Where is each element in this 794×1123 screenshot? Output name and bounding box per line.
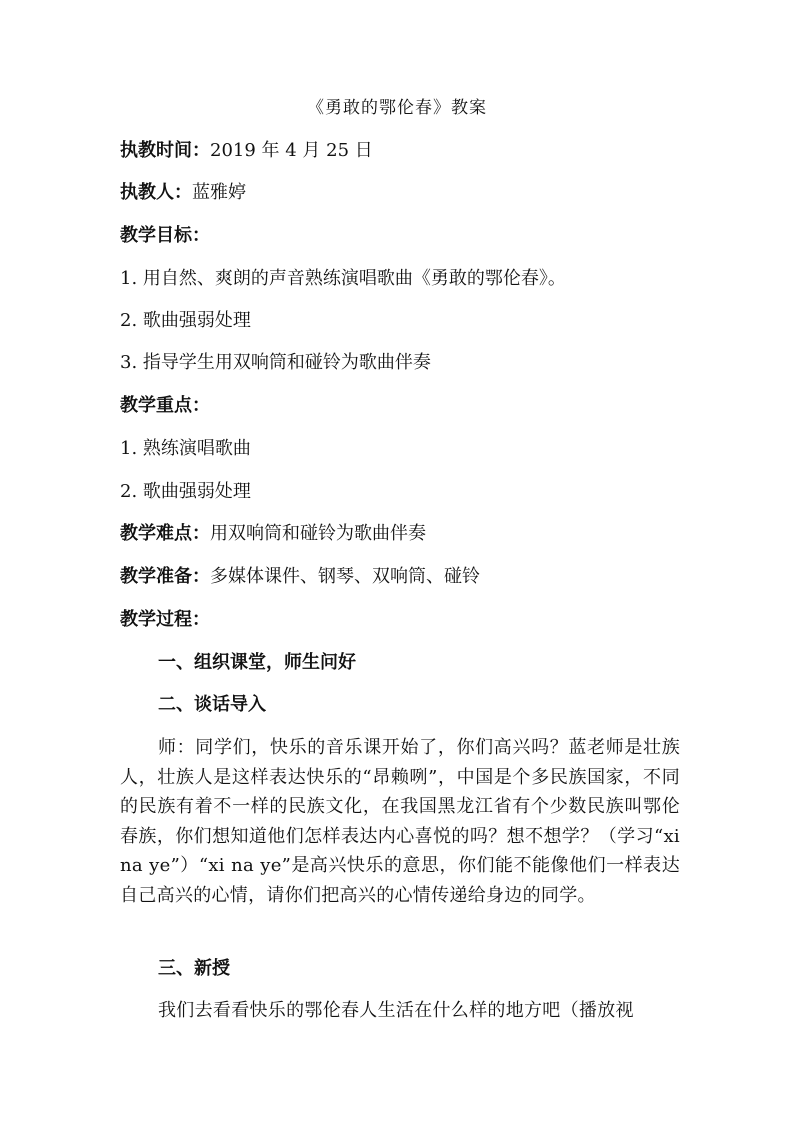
- goals-heading: 教学目标：: [120, 225, 210, 246]
- difficulty-line: [120, 522, 690, 546]
- difficulty-value: 用双响筒和碰铃为歌曲伴奏: [210, 523, 426, 544]
- teach-time-line: [120, 139, 690, 163]
- step-3-paragraph: 我们去看看快乐的鄂伦春人生活在什么样的地方吧（播放视: [158, 1000, 634, 1021]
- goal-item-3: 3. 指导学生用双响筒和碰铃为歌曲伴奏: [120, 352, 431, 373]
- document-title: 《勇敢的鄂伦春》教案: [307, 98, 487, 118]
- step-1-heading: 一、组织课堂，师生问好: [158, 652, 356, 673]
- step-3-heading: 三、新授: [158, 958, 230, 979]
- prep-value: 多媒体课件、钢琴、双响筒、碰铃: [210, 566, 480, 587]
- key-point-item-1: 1. 熟练演唱歌曲: [120, 438, 251, 459]
- step-2-paragraph: 师：同学们，快乐的音乐课开始了，你们高兴吗？蓝老师是壮族人，壮族人是这样表达快乐的“昂赖咧”，中国是个多民族国家，不同的民族有着不一样的民族文化，在我国黑龙江省有个少数民族叫鄂伦春族，你们想知道他们怎样表达内心喜悦的吗？想不想学？（学习“xi na ye”）“xi na ye”是高兴快乐的意思，你们能不能像他们一样表达自己高兴的心情，请你们把高兴的心情传递给身边的同学。: [120, 737, 680, 906]
- process-heading: 教学过程：: [120, 609, 210, 630]
- key-point-item-2: 2. 歌曲强弱处理: [120, 481, 251, 502]
- teacher-label: 执教人：: [120, 182, 192, 203]
- prep-label: 教学准备：: [120, 566, 210, 587]
- prep-line: [120, 565, 690, 589]
- difficulty-label: 教学难点：: [120, 523, 210, 544]
- goal-item-2: 2. 歌曲强弱处理: [120, 310, 251, 331]
- step-2-heading: 二、谈话导入: [158, 694, 266, 715]
- teacher-line: [120, 181, 690, 205]
- key-points-heading: 教学重点：: [120, 395, 210, 416]
- teach-time-label: 执教时间：: [120, 140, 210, 161]
- teacher-value: 蓝雅婷: [192, 182, 246, 203]
- teach-time-value: 2019 年 4 月 25 日: [210, 140, 373, 161]
- goal-item-1: 1. 用自然、爽朗的声音熟练演唱歌曲《勇敢的鄂伦春》。: [120, 268, 566, 289]
